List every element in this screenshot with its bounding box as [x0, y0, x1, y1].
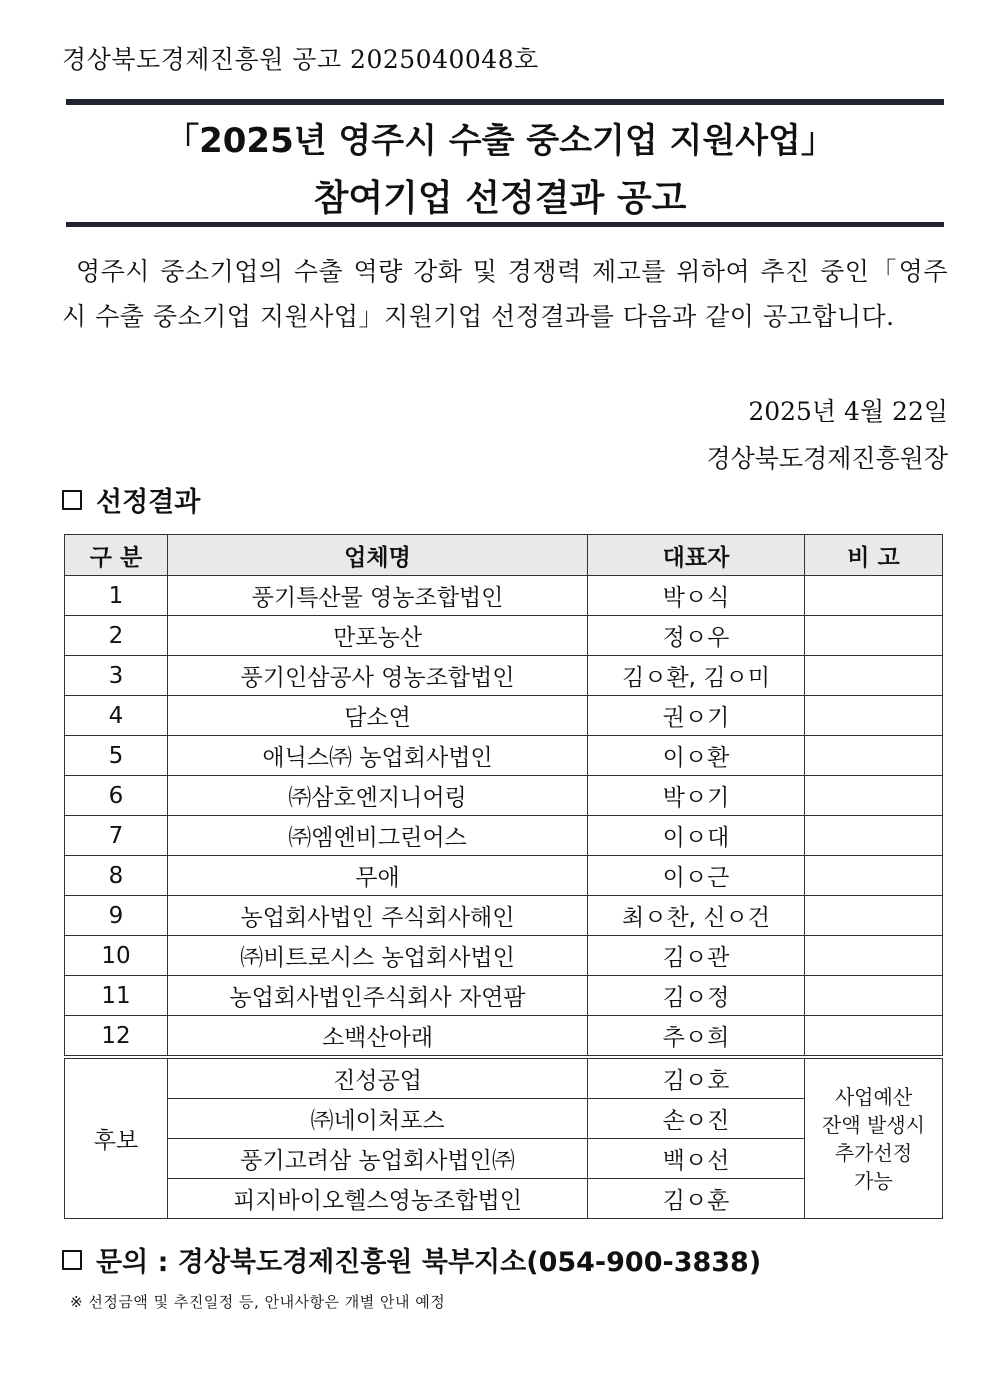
issuer: 경상북도경제진흥원장	[706, 444, 948, 473]
remarks	[805, 696, 943, 736]
company-name: 농업회사법인 주식회사해인	[168, 896, 588, 936]
reserve-note-line: 사업예산	[834, 1084, 913, 1109]
row-number: 6	[65, 776, 168, 816]
company-name: 무애	[168, 856, 588, 896]
table-row	[65, 736, 943, 776]
company-name: 진성공업	[168, 1057, 588, 1099]
notice-body: 영주시 중소기업의 수출 역량 강화 및 경쟁력 제고를 위하여 추진 중인「영주시 수출 중소기업 지원사업」지원기업 선정결과를 다음과 같이 공고합니다.	[62, 257, 948, 331]
table-row	[65, 576, 943, 616]
company-name: 소백산아래	[168, 1016, 588, 1058]
table-row	[65, 896, 943, 936]
row-number: 12	[65, 1016, 168, 1058]
remarks	[805, 616, 943, 656]
column-header-representative: 대표자	[588, 535, 805, 576]
title-bottom-rule	[66, 222, 944, 227]
reserve-note-line: 잔액 발생시	[822, 1112, 925, 1137]
remarks	[805, 936, 943, 976]
row-number: 7	[65, 816, 168, 856]
company-name: ㈜엠엔비그린어스	[168, 816, 588, 856]
checkbox-square-icon	[62, 1250, 82, 1270]
title-line-2: 참여기업 선정결과 공고	[313, 178, 687, 219]
company-name: 피지바이오헬스영농조합법인	[168, 1179, 588, 1219]
table-row	[65, 816, 943, 856]
reserve-note	[805, 1057, 943, 1219]
company-name: 담소연	[168, 696, 588, 736]
reserve-note-line: 가능	[854, 1168, 893, 1193]
section-results-title: 선정결과	[96, 487, 201, 518]
company-name: 풍기고려삼 농업회사법인㈜	[168, 1139, 588, 1179]
section-contact	[62, 1240, 761, 1279]
representative: 백ㅇ선	[588, 1139, 805, 1179]
notice-date: 2025년 4월 22일	[748, 397, 948, 426]
table-row	[65, 776, 943, 816]
results-table	[64, 534, 943, 1219]
row-number: 11	[65, 976, 168, 1016]
remarks	[805, 896, 943, 936]
remarks	[805, 976, 943, 1016]
representative: 최ㅇ찬, 신ㅇ건	[588, 896, 805, 936]
remarks	[805, 576, 943, 616]
row-number: 8	[65, 856, 168, 896]
representative: 김ㅇ호	[588, 1057, 805, 1099]
checkbox-square-icon	[62, 490, 82, 510]
representative: 박ㅇ식	[588, 576, 805, 616]
reserve-label: 후보	[65, 1057, 168, 1219]
table-row	[65, 656, 943, 696]
title-line-1: 「2025년 영주시 수출 중소기업 지원사업」	[165, 121, 835, 161]
section-results-heading	[62, 480, 200, 519]
column-header-remarks: 비 고	[805, 535, 943, 576]
representative: 손ㅇ진	[588, 1099, 805, 1139]
footnote: ※ 선정금액 및 추진일정 등, 안내사항은 개별 안내 예정	[70, 1293, 446, 1311]
reserve-row	[65, 1057, 943, 1099]
representative: 이ㅇ근	[588, 856, 805, 896]
company-name: ㈜네이처포스	[168, 1099, 588, 1139]
remarks	[805, 816, 943, 856]
representative: 정ㅇ우	[588, 616, 805, 656]
remarks	[805, 856, 943, 896]
title-top-rule	[66, 99, 944, 105]
table-row	[65, 936, 943, 976]
notice-number: 경상북도경제진흥원 공고 2025040048호	[62, 45, 539, 74]
representative: 김ㅇ환, 김ㅇ미	[588, 656, 805, 696]
company-name: 만포농산	[168, 616, 588, 656]
table-row	[65, 696, 943, 736]
table-row	[65, 856, 943, 896]
representative: 김ㅇ훈	[588, 1179, 805, 1219]
row-number: 9	[65, 896, 168, 936]
table-header-row	[65, 535, 943, 576]
representative: 추ㅇ희	[588, 1016, 805, 1058]
company-name: ㈜삼호엔지니어링	[168, 776, 588, 816]
company-name: 애닉스㈜ 농업회사법인	[168, 736, 588, 776]
row-number: 10	[65, 936, 168, 976]
contact-text: 문의 : 경상북도경제진흥원 북부지소(054-900-3838)	[96, 1247, 762, 1278]
row-number: 2	[65, 616, 168, 656]
company-name: 풍기특산물 영농조합법인	[168, 576, 588, 616]
column-header-company: 업체명	[168, 535, 588, 576]
table-row	[65, 976, 943, 1016]
remarks	[805, 656, 943, 696]
representative: 박ㅇ기	[588, 776, 805, 816]
reserve-note-line: 추가선정	[834, 1140, 913, 1165]
row-number: 1	[65, 576, 168, 616]
company-name: ㈜비트로시스 농업회사법인	[168, 936, 588, 976]
representative: 이ㅇ대	[588, 816, 805, 856]
table-row	[65, 1016, 943, 1058]
column-header-category: 구 분	[65, 535, 168, 576]
remarks	[805, 736, 943, 776]
representative: 김ㅇ관	[588, 936, 805, 976]
table-row	[65, 616, 943, 656]
representative: 이ㅇ환	[588, 736, 805, 776]
company-name: 농업회사법인주식회사 자연팜	[168, 976, 588, 1016]
row-number: 4	[65, 696, 168, 736]
row-number: 3	[65, 656, 168, 696]
representative: 권ㅇ기	[588, 696, 805, 736]
remarks	[805, 1016, 943, 1058]
remarks	[805, 776, 943, 816]
representative: 김ㅇ정	[588, 976, 805, 1016]
row-number: 5	[65, 736, 168, 776]
company-name: 풍기인삼공사 영농조합법인	[168, 656, 588, 696]
